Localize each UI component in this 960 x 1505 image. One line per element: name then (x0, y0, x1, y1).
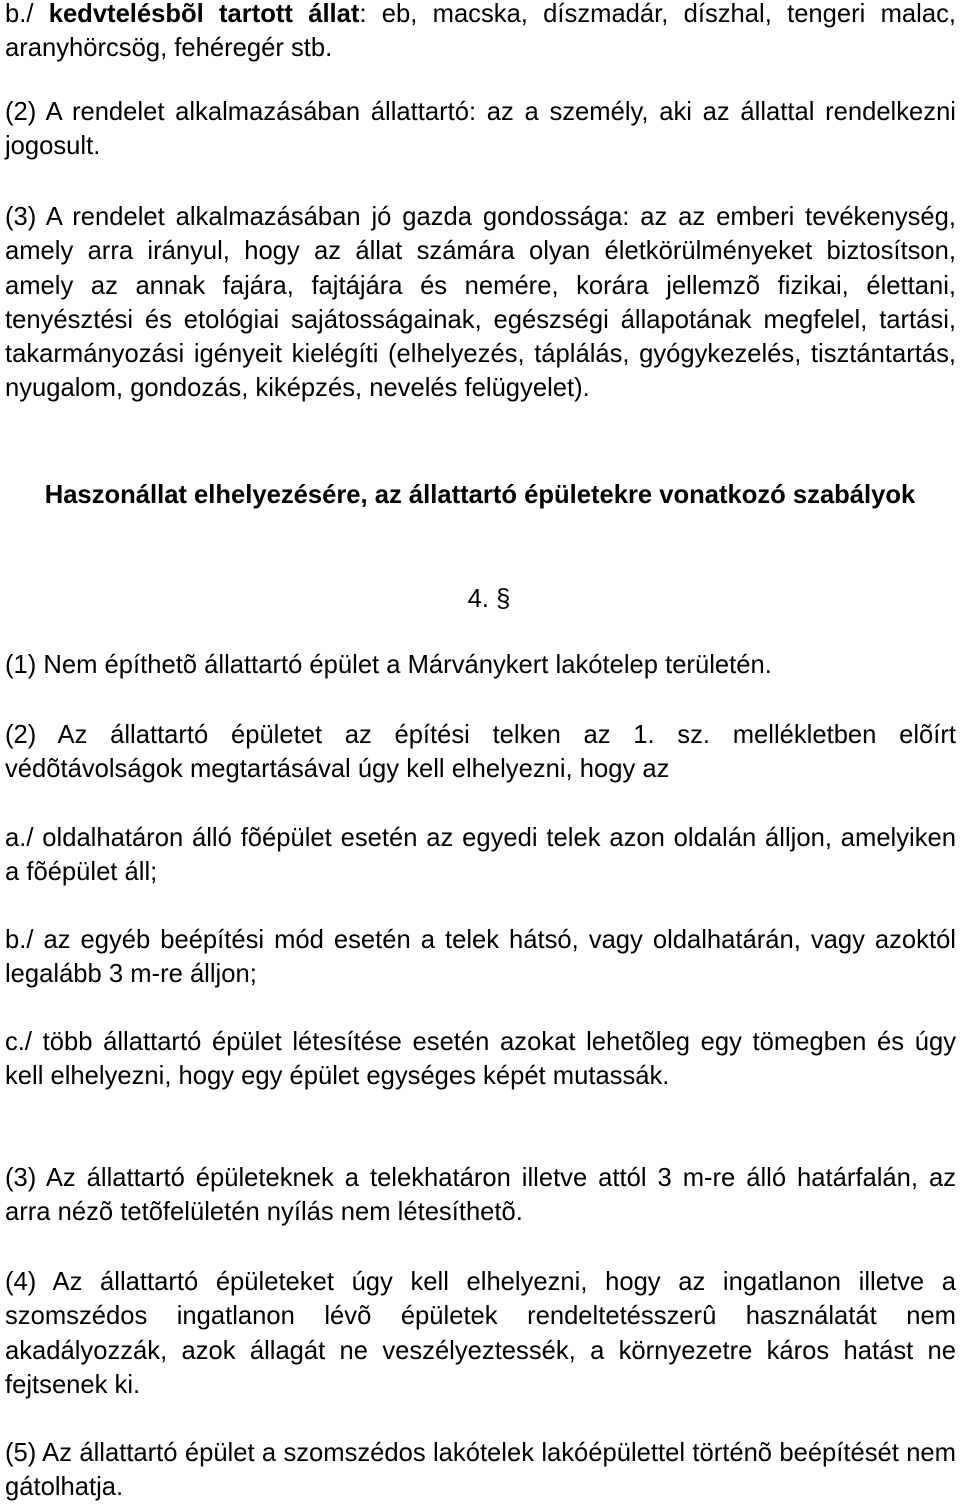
section-4-item-b: b./ az egyéb beépítési mód esetén a telek hátsó, vagy oldalhatárán, vagy azoktól legalább 3 m-re álljon; (5, 926, 956, 989)
paragraph-b-pet-definition (5, 0, 956, 66)
section-4-paragraph-2: (2) Az állattartó épületet az építési telken az 1. sz. mellékletben elõírt védõtávolságok megtartásával úgy kell elhelyezni, hogy az (5, 721, 956, 784)
definition-text: : eb, macska, díszmadár, díszhal, tengeri malac, aranyhörcsög, fehéregér stb. (5, 0, 956, 63)
paragraph-3: (3) A rendelet alkalmazásában jó gazda gondossága: az az emberi tevékenység, amely arra irányul, hogy az állat számára olyan életkörülményeket biztosítson, amely az annak fajára, fajtájára és nemére, korára jellemzõ fizikai, élettani, tenyésztési és etológiai sajátosságainak, egészségi állapotának megfelel, tartási, takarmányozási igényeit kielégíti (elhelyezés, táplálás, gyógykezelés, tisztántartás, nyugalom, gondozás, kiképzés, nevelés felügyelet). (5, 203, 956, 403)
section-4-paragraph-5: (5) Az állattartó épület a szomszédos lakótelek lakóépülettel történõ beépítését nem gátolhatja. (5, 1439, 956, 1502)
paragraph-2: (2) A rendelet alkalmazásában állattartó: az a személy, aki az állattal rendelkezni jogosult. (5, 98, 956, 161)
section-4-paragraph-3: (3) Az állattartó épületeknek a telekhatáron illetve attól 3 m-re álló határfalán, az arra nézõ tetõfelületén nyílás nem létesíthetõ. (5, 1164, 956, 1227)
list-marker: b./ (5, 0, 49, 28)
section-4-item-c: c./ több állattartó épület létesítése esetén azokat lehetõleg egy tömegben és úgy kell elhelyezni, hogy egy épület egységes képét mutassák. (5, 1028, 956, 1091)
section-4-paragraph-4: (4) Az állattartó épületeket úgy kell elhelyezni, hogy az ingatlanon illetve a szomszédos ingatlanon lévõ épületek rendeltetésszerû használatát nem akadályozzák, azok állagát ne veszélyeztessék, a környezetre káros hatást ne fejtsenek ki. (5, 1268, 956, 1399)
section-number: 4. § (467, 585, 511, 613)
section-4-paragraph-1: (1) Nem építhetõ állattartó épület a Márványkert lakótelep területén. (5, 651, 772, 679)
section-4-item-a: a./ oldalhatáron álló fõépület esetén az egyedi telek azon oldalán álljon, amelyiken a fõépület áll; (5, 824, 956, 887)
defined-term: kedvtelésbõl tartott állat (48, 0, 360, 28)
section-heading: Haszonállat elhelyezésére, az állattartó épületekre vonatkozó szabályok (44, 481, 916, 509)
